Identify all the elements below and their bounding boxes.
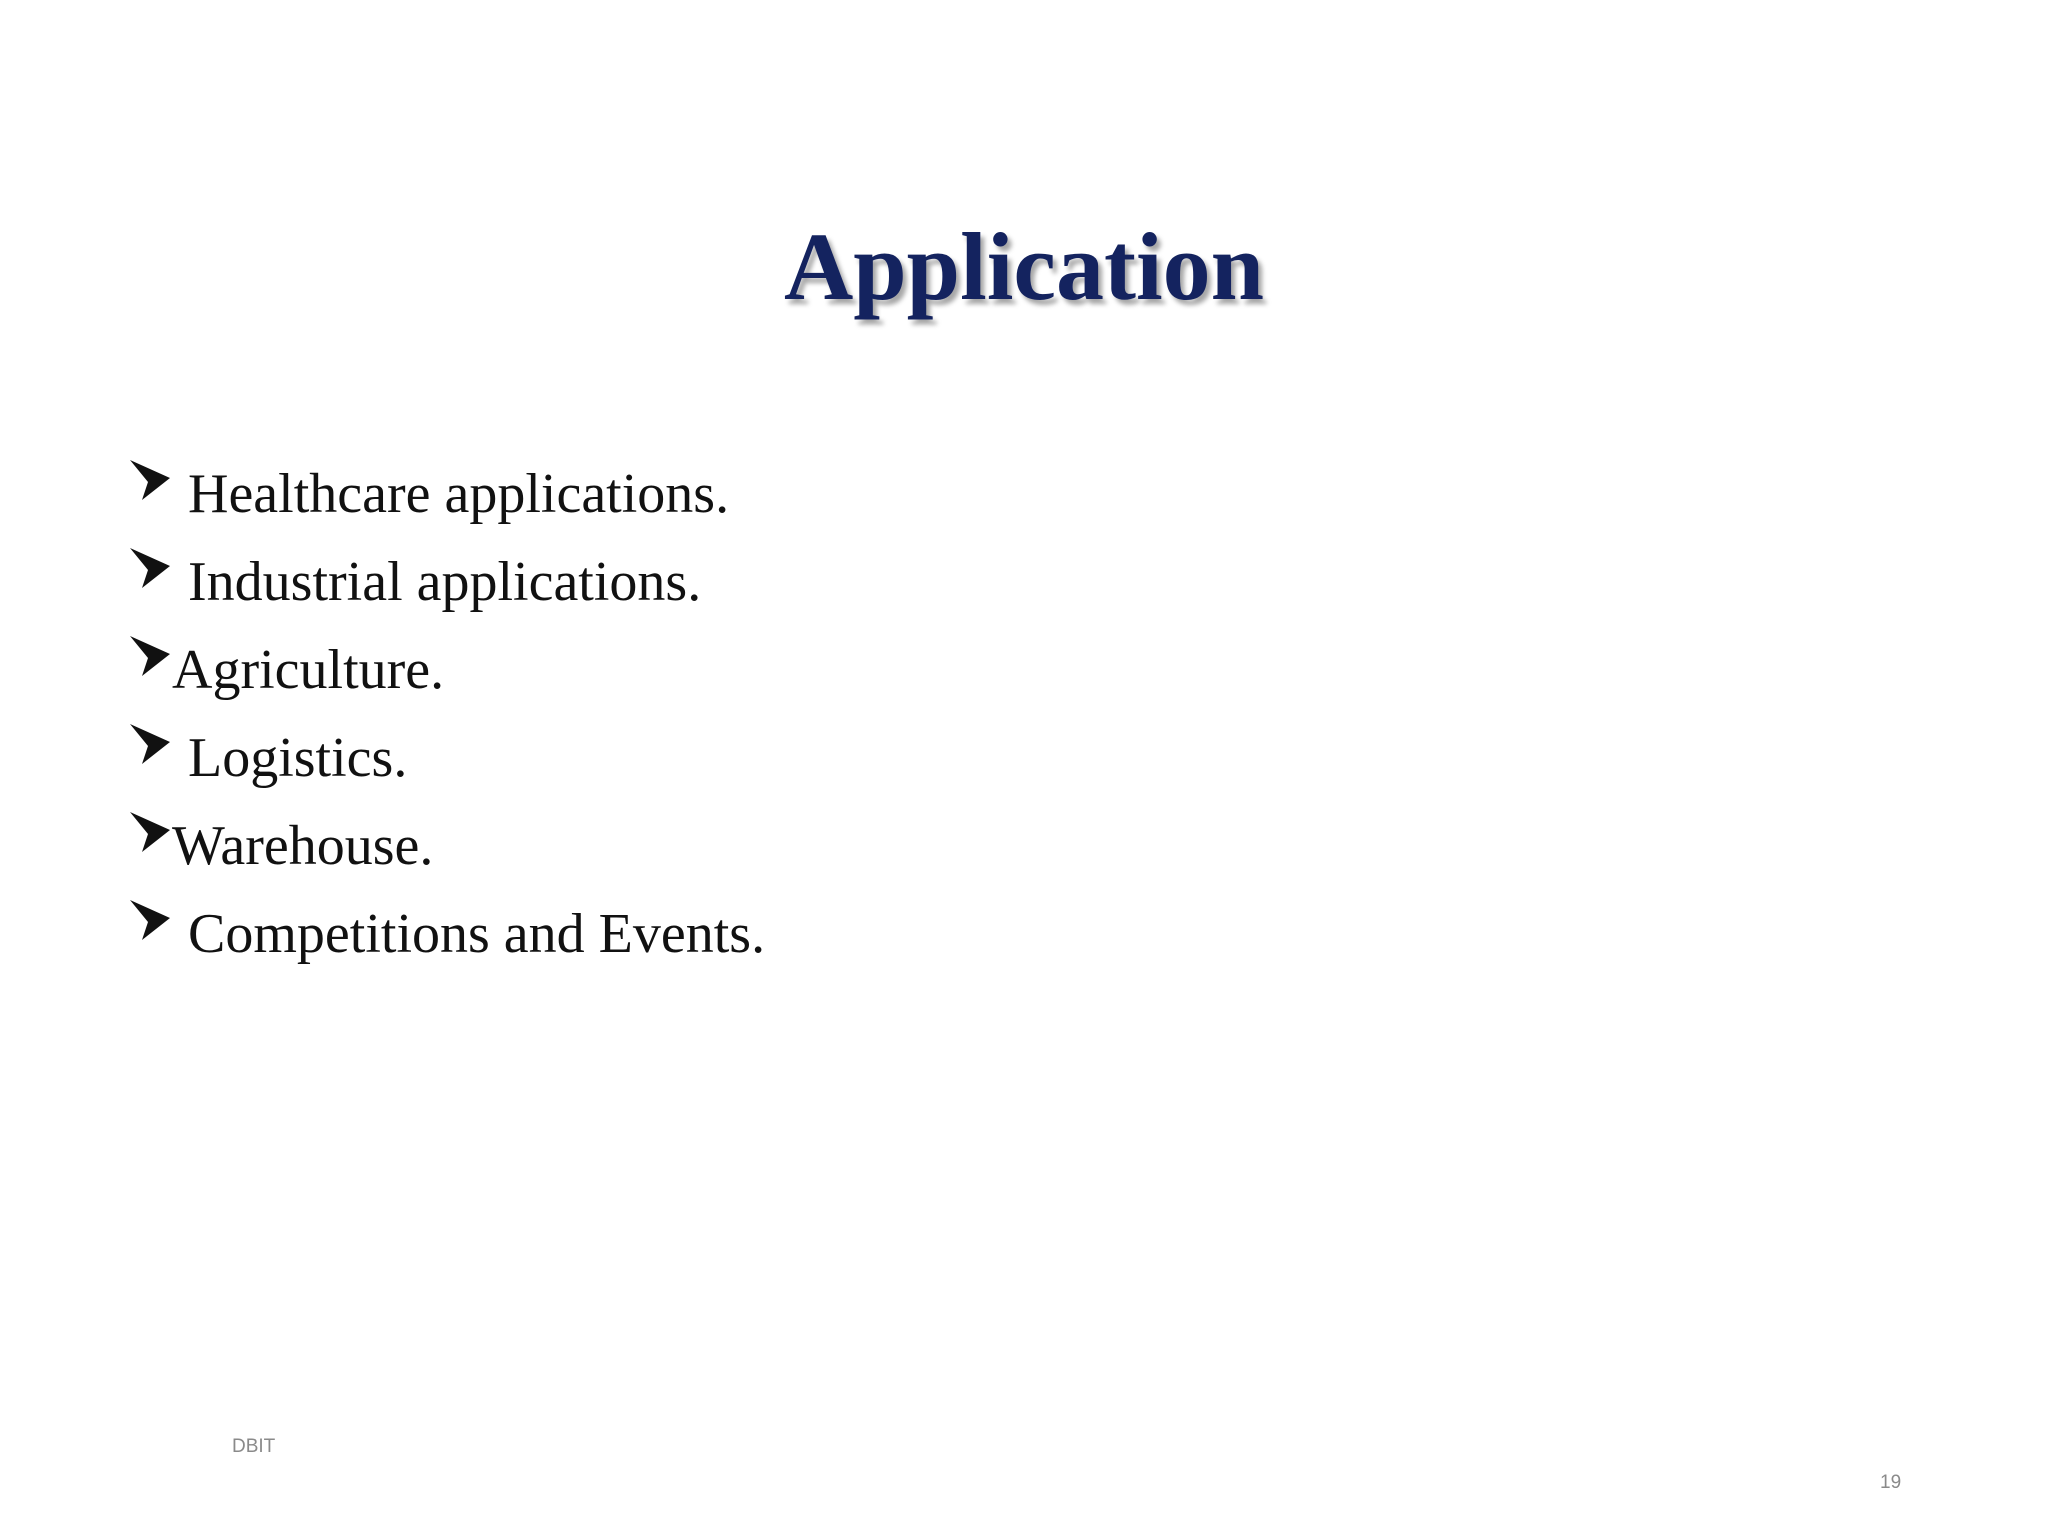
list-item <box>128 802 765 890</box>
arrowhead-bullet-icon <box>128 546 172 590</box>
list-item <box>128 890 765 978</box>
list-item <box>128 626 765 714</box>
list-item <box>128 714 765 802</box>
bullet-list <box>128 450 765 978</box>
footer-text: DBIT <box>232 1436 276 1457</box>
list-item <box>128 450 765 538</box>
bullet-label: Healthcare applications. <box>188 463 730 525</box>
arrowhead-bullet-icon <box>128 634 172 678</box>
arrowhead-bullet-icon <box>128 898 172 942</box>
bullet-label: Competitions and Events. <box>188 903 766 965</box>
arrowhead-bullet-icon <box>128 458 172 502</box>
bullet-label: Warehouse. <box>172 815 434 877</box>
list-item <box>128 538 765 626</box>
slide-title: Application <box>783 213 1265 320</box>
page-number: 19 <box>1880 1472 1902 1493</box>
arrowhead-bullet-icon <box>128 810 172 854</box>
arrowhead-bullet-icon <box>128 722 172 766</box>
bullet-label: Agriculture. <box>172 639 445 701</box>
bullet-label: Industrial applications. <box>188 551 702 613</box>
bullet-label: Logistics. <box>188 727 408 789</box>
